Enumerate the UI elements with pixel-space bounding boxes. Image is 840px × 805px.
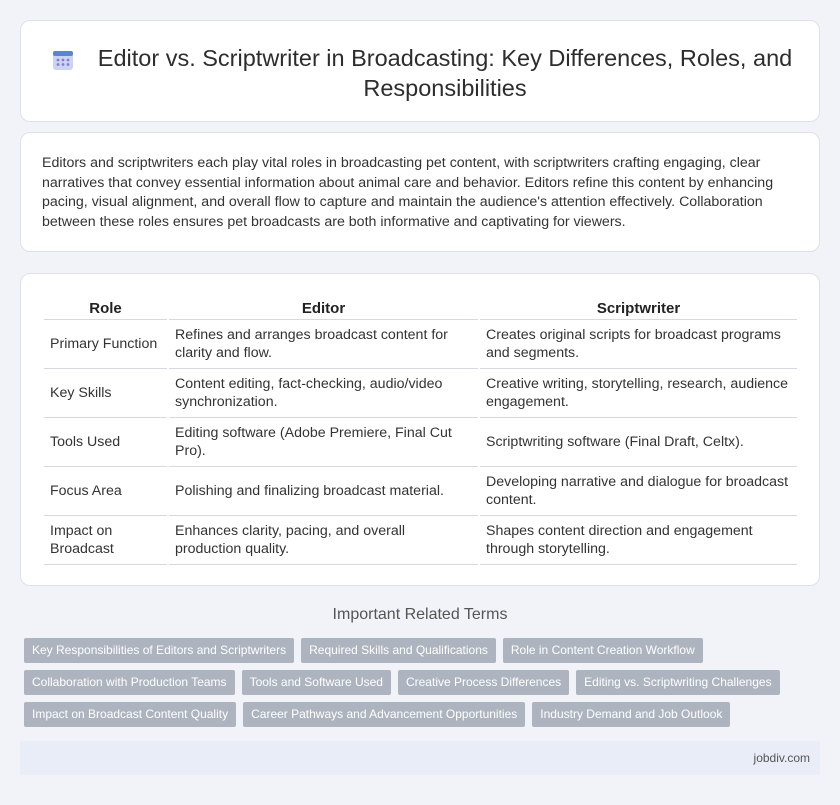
editor-cell: Editing software (Adobe Premiere, Final Cut Pro). <box>169 418 478 467</box>
table-row <box>44 418 797 467</box>
scriptwriter-cell: Scriptwriting software (Final Draft, Celtx). <box>480 418 797 467</box>
scriptwriter-cell: Creates original scripts for broadcast programs and segments. <box>480 320 797 369</box>
intro-paragraph: Editors and scriptwriters each play vital roles in broadcasting pet content, with scriptwriters crafting engaging, clear narratives that convey essential information about animal care and behavior. Editors refine this content by enhancing pacing, visual alignment, and overall flow to capture and maintain the audience's attention effectively. Collaboration between these roles ensures pet broadcasts are both informative and captivating for viewers. <box>42 155 774 230</box>
related-tag[interactable]: Collaboration with Production Teams <box>24 670 235 695</box>
column-header-scriptwriter: Scriptwriter <box>480 296 797 320</box>
intro-card <box>20 132 820 252</box>
footer-site-link[interactable]: jobdiv.com <box>753 751 810 765</box>
related-terms-list <box>24 638 804 734</box>
related-tag[interactable]: Career Pathways and Advancement Opportunities <box>243 702 525 727</box>
row-label: Focus Area <box>44 467 167 516</box>
related-tag[interactable]: Role in Content Creation Workflow <box>503 638 703 663</box>
table-row <box>44 467 797 516</box>
related-tag[interactable]: Key Responsibilities of Editors and Scriptwriters <box>24 638 294 663</box>
table-header-row <box>44 296 797 320</box>
table-row <box>44 516 797 565</box>
editor-cell: Refines and arranges broadcast content for clarity and flow. <box>169 320 478 369</box>
page-title: Editor vs. Scriptwriter in Broadcasting: Key Differences, Roles, and Responsibilities <box>97 45 793 101</box>
table-row <box>44 369 797 418</box>
comparison-table <box>42 296 799 565</box>
scriptwriter-cell: Developing narrative and dialogue for broadcast content. <box>480 467 797 516</box>
row-label: Impact on Broadcast <box>44 516 167 565</box>
related-tag[interactable]: Industry Demand and Job Outlook <box>532 702 730 727</box>
column-header-role: Role <box>44 296 167 320</box>
row-label: Tools Used <box>44 418 167 467</box>
editor-cell: Enhances clarity, pacing, and overall production quality. <box>169 516 478 565</box>
scriptwriter-cell: Creative writing, storytelling, research, audience engagement. <box>480 369 797 418</box>
editor-cell: Polishing and finalizing broadcast material. <box>169 467 478 516</box>
scriptwriter-cell: Shapes content direction and engagement through storytelling. <box>480 516 797 565</box>
column-header-editor: Editor <box>169 296 478 320</box>
related-tag[interactable]: Required Skills and Qualifications <box>301 638 496 663</box>
related-tag[interactable]: Creative Process Differences <box>398 670 569 695</box>
related-tag[interactable]: Tools and Software Used <box>242 670 391 695</box>
related-tag[interactable]: Editing vs. Scriptwriting Challenges <box>576 670 779 695</box>
table-row <box>44 320 797 369</box>
footer <box>20 741 820 775</box>
related-terms-title: Important Related Terms <box>332 606 508 623</box>
header-card <box>20 20 820 122</box>
editor-cell: Content editing, fact-checking, audio/video synchronization. <box>169 369 478 418</box>
row-label: Primary Function <box>44 320 167 369</box>
row-label: Key Skills <box>44 369 167 418</box>
comparison-card <box>20 273 820 586</box>
related-tag[interactable]: Impact on Broadcast Content Quality <box>24 702 236 727</box>
